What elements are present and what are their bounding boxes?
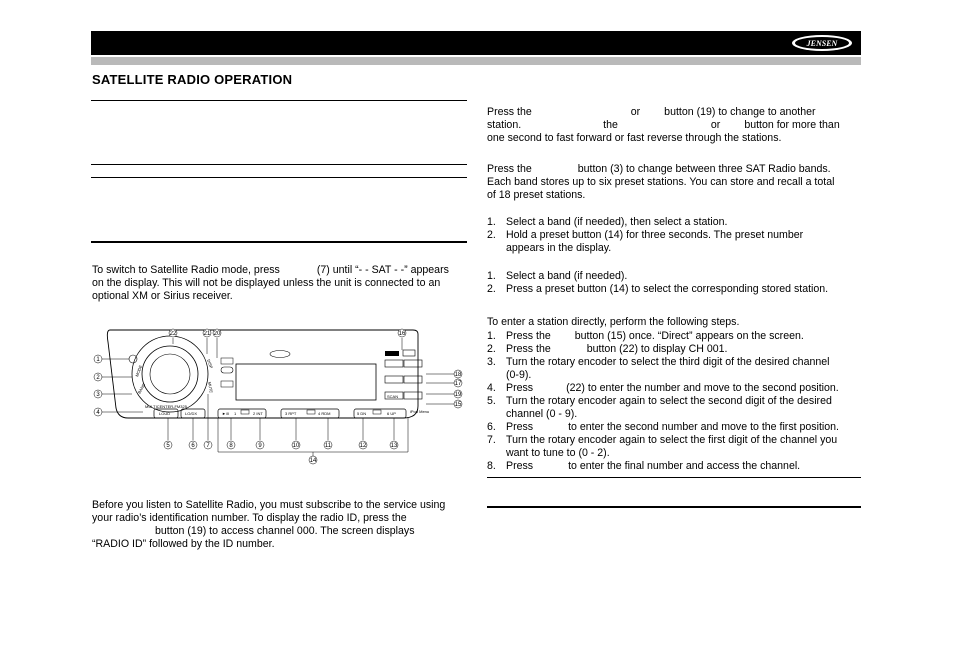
- step-cont: appears in the display.: [506, 242, 612, 254]
- step-b: to enter the final number and access the channel.: [568, 460, 801, 472]
- faceplate-diagram: [88, 322, 468, 472]
- store-step-2: [487, 229, 804, 254]
- step-b: button (15) once. “Direct” appears on the screen.: [574, 330, 804, 342]
- band-l1a: Press the: [487, 163, 532, 175]
- right-rule-2: [487, 506, 861, 508]
- step-cont: (0-9).: [506, 369, 532, 381]
- tune-l2c: or: [710, 119, 721, 131]
- direct-step-5: [487, 395, 832, 420]
- direct-step-3: [487, 356, 830, 381]
- callout-14: 14: [309, 458, 317, 464]
- step-text: Select a band (if needed), then select a station.: [506, 216, 728, 228]
- step-text: Hold a preset button (14) for three seconds. The preset number: [506, 229, 804, 241]
- callout-22: 22: [169, 331, 177, 337]
- svg-text:5 DN: 5 DN: [357, 411, 367, 416]
- svg-text:DISP: DISP: [206, 358, 214, 370]
- step-num: 8.: [487, 460, 496, 472]
- callout-17: 17: [454, 381, 462, 387]
- step-num: 4.: [487, 382, 496, 394]
- step-num: 6.: [487, 421, 496, 433]
- callout-9: 9: [258, 443, 262, 449]
- step-num: 2.: [487, 229, 496, 241]
- step-b: to enter the second number and move to the first position.: [568, 421, 839, 433]
- recall-step-2: [487, 283, 828, 296]
- svg-text:MUTE: MUTE: [207, 381, 214, 394]
- left-rule-1: [91, 100, 467, 101]
- tune-l2a: station.: [487, 119, 522, 131]
- direct-step-1: [487, 330, 804, 343]
- step-a: Press: [506, 460, 534, 472]
- switch-mode-paragraph: [92, 264, 449, 303]
- step-text: Turn the rotary encoder to select the third digit of the desired channel: [506, 356, 830, 368]
- step-text: Select a band (if needed).: [506, 270, 628, 282]
- callout-5: 5: [166, 443, 170, 449]
- svg-text:SCAN: SCAN: [387, 394, 399, 399]
- switch-line3: optional XM or Sirius receiver.: [92, 290, 233, 302]
- step-text: Turn the rotary encoder again to select the first digit of the channel you: [506, 434, 838, 446]
- svg-text:3 RPT: 3 RPT: [285, 411, 297, 416]
- band-l3: of 18 preset stations.: [487, 189, 586, 201]
- callout-10: 10: [292, 443, 300, 449]
- callout-18: 18: [454, 372, 462, 378]
- callout-4: 4: [96, 410, 100, 416]
- switch-line1a: To switch to Satellite Radio mode, press: [92, 264, 280, 276]
- direct-step-6: [487, 421, 839, 434]
- svg-text:4 RDM: 4 RDM: [318, 411, 331, 416]
- step-a: Press the: [506, 330, 551, 342]
- right-rule-1: [487, 477, 861, 478]
- callout-2: 2: [96, 375, 100, 381]
- direct-step-2: [487, 343, 728, 356]
- tune-l2d: button for more than: [744, 119, 840, 131]
- radio-id-line2: your radio’s identification number. To display the radio ID, press the: [92, 512, 407, 524]
- callout-21: 21: [203, 331, 211, 337]
- store-step-1: [487, 216, 727, 229]
- svg-text:JENSEN: JENSEN: [806, 39, 838, 48]
- step-num: 5.: [487, 395, 496, 407]
- svg-text:BAND: BAND: [136, 382, 147, 395]
- tune-l2b: the: [603, 119, 618, 131]
- step-num: 1.: [487, 270, 496, 282]
- svg-text:►/II: ►/II: [222, 411, 230, 416]
- left-rule-3: [91, 177, 467, 178]
- section-title: SATELLITE RADIO OPERATION: [92, 72, 293, 87]
- callout-20: 20: [213, 331, 221, 337]
- radio-id-line3: button (19) to access channel 000. The screen displays: [155, 525, 415, 537]
- left-rule-2: [91, 164, 467, 165]
- callout-7: 7: [206, 443, 210, 449]
- step-num: 2.: [487, 283, 496, 295]
- callout-8: 8: [229, 443, 233, 449]
- callout-11: 11: [324, 443, 332, 449]
- tune-l1c: button (19) to change to another: [664, 106, 816, 118]
- tune-l1b: or: [630, 106, 641, 118]
- band-paragraph: [487, 163, 834, 202]
- step-a: Press: [506, 382, 534, 394]
- svg-text:1: 1: [234, 411, 237, 416]
- tuning-paragraph: [487, 106, 840, 145]
- step-a: Press the: [506, 343, 551, 355]
- svg-text:2 INT: 2 INT: [253, 411, 263, 416]
- direct-intro: To enter a station directly, perform the following steps.: [487, 316, 740, 328]
- left-rule-4: [91, 241, 467, 243]
- step-cont: want to tune to (0 - 2).: [506, 447, 610, 459]
- recall-step-1: [487, 270, 627, 283]
- svg-text:LOUD: LOUD: [159, 411, 171, 416]
- callout-12: 12: [359, 443, 367, 449]
- header-gray-rule: [91, 57, 861, 65]
- step-b: (22) to enter the number and move to the second position.: [566, 382, 839, 394]
- step-b: button (22) to display CH 001.: [586, 343, 728, 355]
- band-l2: Each band stores up to six preset stations. You can store and recall a total: [487, 176, 835, 188]
- callout-1: 1: [96, 357, 100, 363]
- step-num: 1.: [487, 216, 496, 228]
- jensen-logo: [791, 34, 853, 52]
- step-num: 3.: [487, 356, 496, 368]
- tune-l1a: Press the: [487, 106, 532, 118]
- direct-step-8: [487, 460, 800, 473]
- svg-text:LO/DX: LO/DX: [185, 411, 198, 416]
- svg-text:iPod Menu: iPod Menu: [410, 409, 430, 414]
- radio-id-paragraph: [92, 499, 445, 551]
- switch-line1b: (7) until “- - SAT - -” appears: [316, 264, 449, 276]
- direct-step-7: [487, 434, 838, 459]
- header-bar: [91, 31, 861, 55]
- step-cont: channel (0 - 9).: [506, 408, 578, 420]
- svg-text:MODE: MODE: [134, 364, 144, 378]
- radio-id-line1: Before you listen to Satellite Radio, you must subscribe to the service using: [92, 499, 446, 511]
- callout-13: 13: [390, 443, 398, 449]
- direct-step-4: [487, 382, 839, 395]
- callout-6: 6: [191, 443, 195, 449]
- switch-line2: on the display. This will not be displayed unless the unit is connected to an: [92, 277, 441, 289]
- tune-l3: one second to fast forward or fast reverse through the stations.: [487, 132, 782, 144]
- callout-3: 3: [96, 392, 100, 398]
- step-a: Press: [506, 421, 534, 433]
- radio-id-line4: “RADIO ID” followed by the ID number.: [92, 538, 275, 550]
- callout-16: 16: [398, 331, 406, 337]
- step-text: Press a preset button (14) to select the corresponding stored station.: [506, 283, 829, 295]
- callout-15: 15: [454, 402, 462, 408]
- svg-text:MULTICENTER-FM325: MULTICENTER-FM325: [145, 404, 187, 409]
- svg-text:6 UP: 6 UP: [387, 411, 396, 416]
- band-l1b: button (3) to change between three SAT Radio bands.: [577, 163, 831, 175]
- step-num: 1.: [487, 330, 496, 342]
- step-num: 7.: [487, 434, 496, 446]
- step-num: 2.: [487, 343, 496, 355]
- step-text: Turn the rotary encoder again to select the second digit of the desired: [506, 395, 832, 407]
- callout-19: 19: [454, 392, 462, 398]
